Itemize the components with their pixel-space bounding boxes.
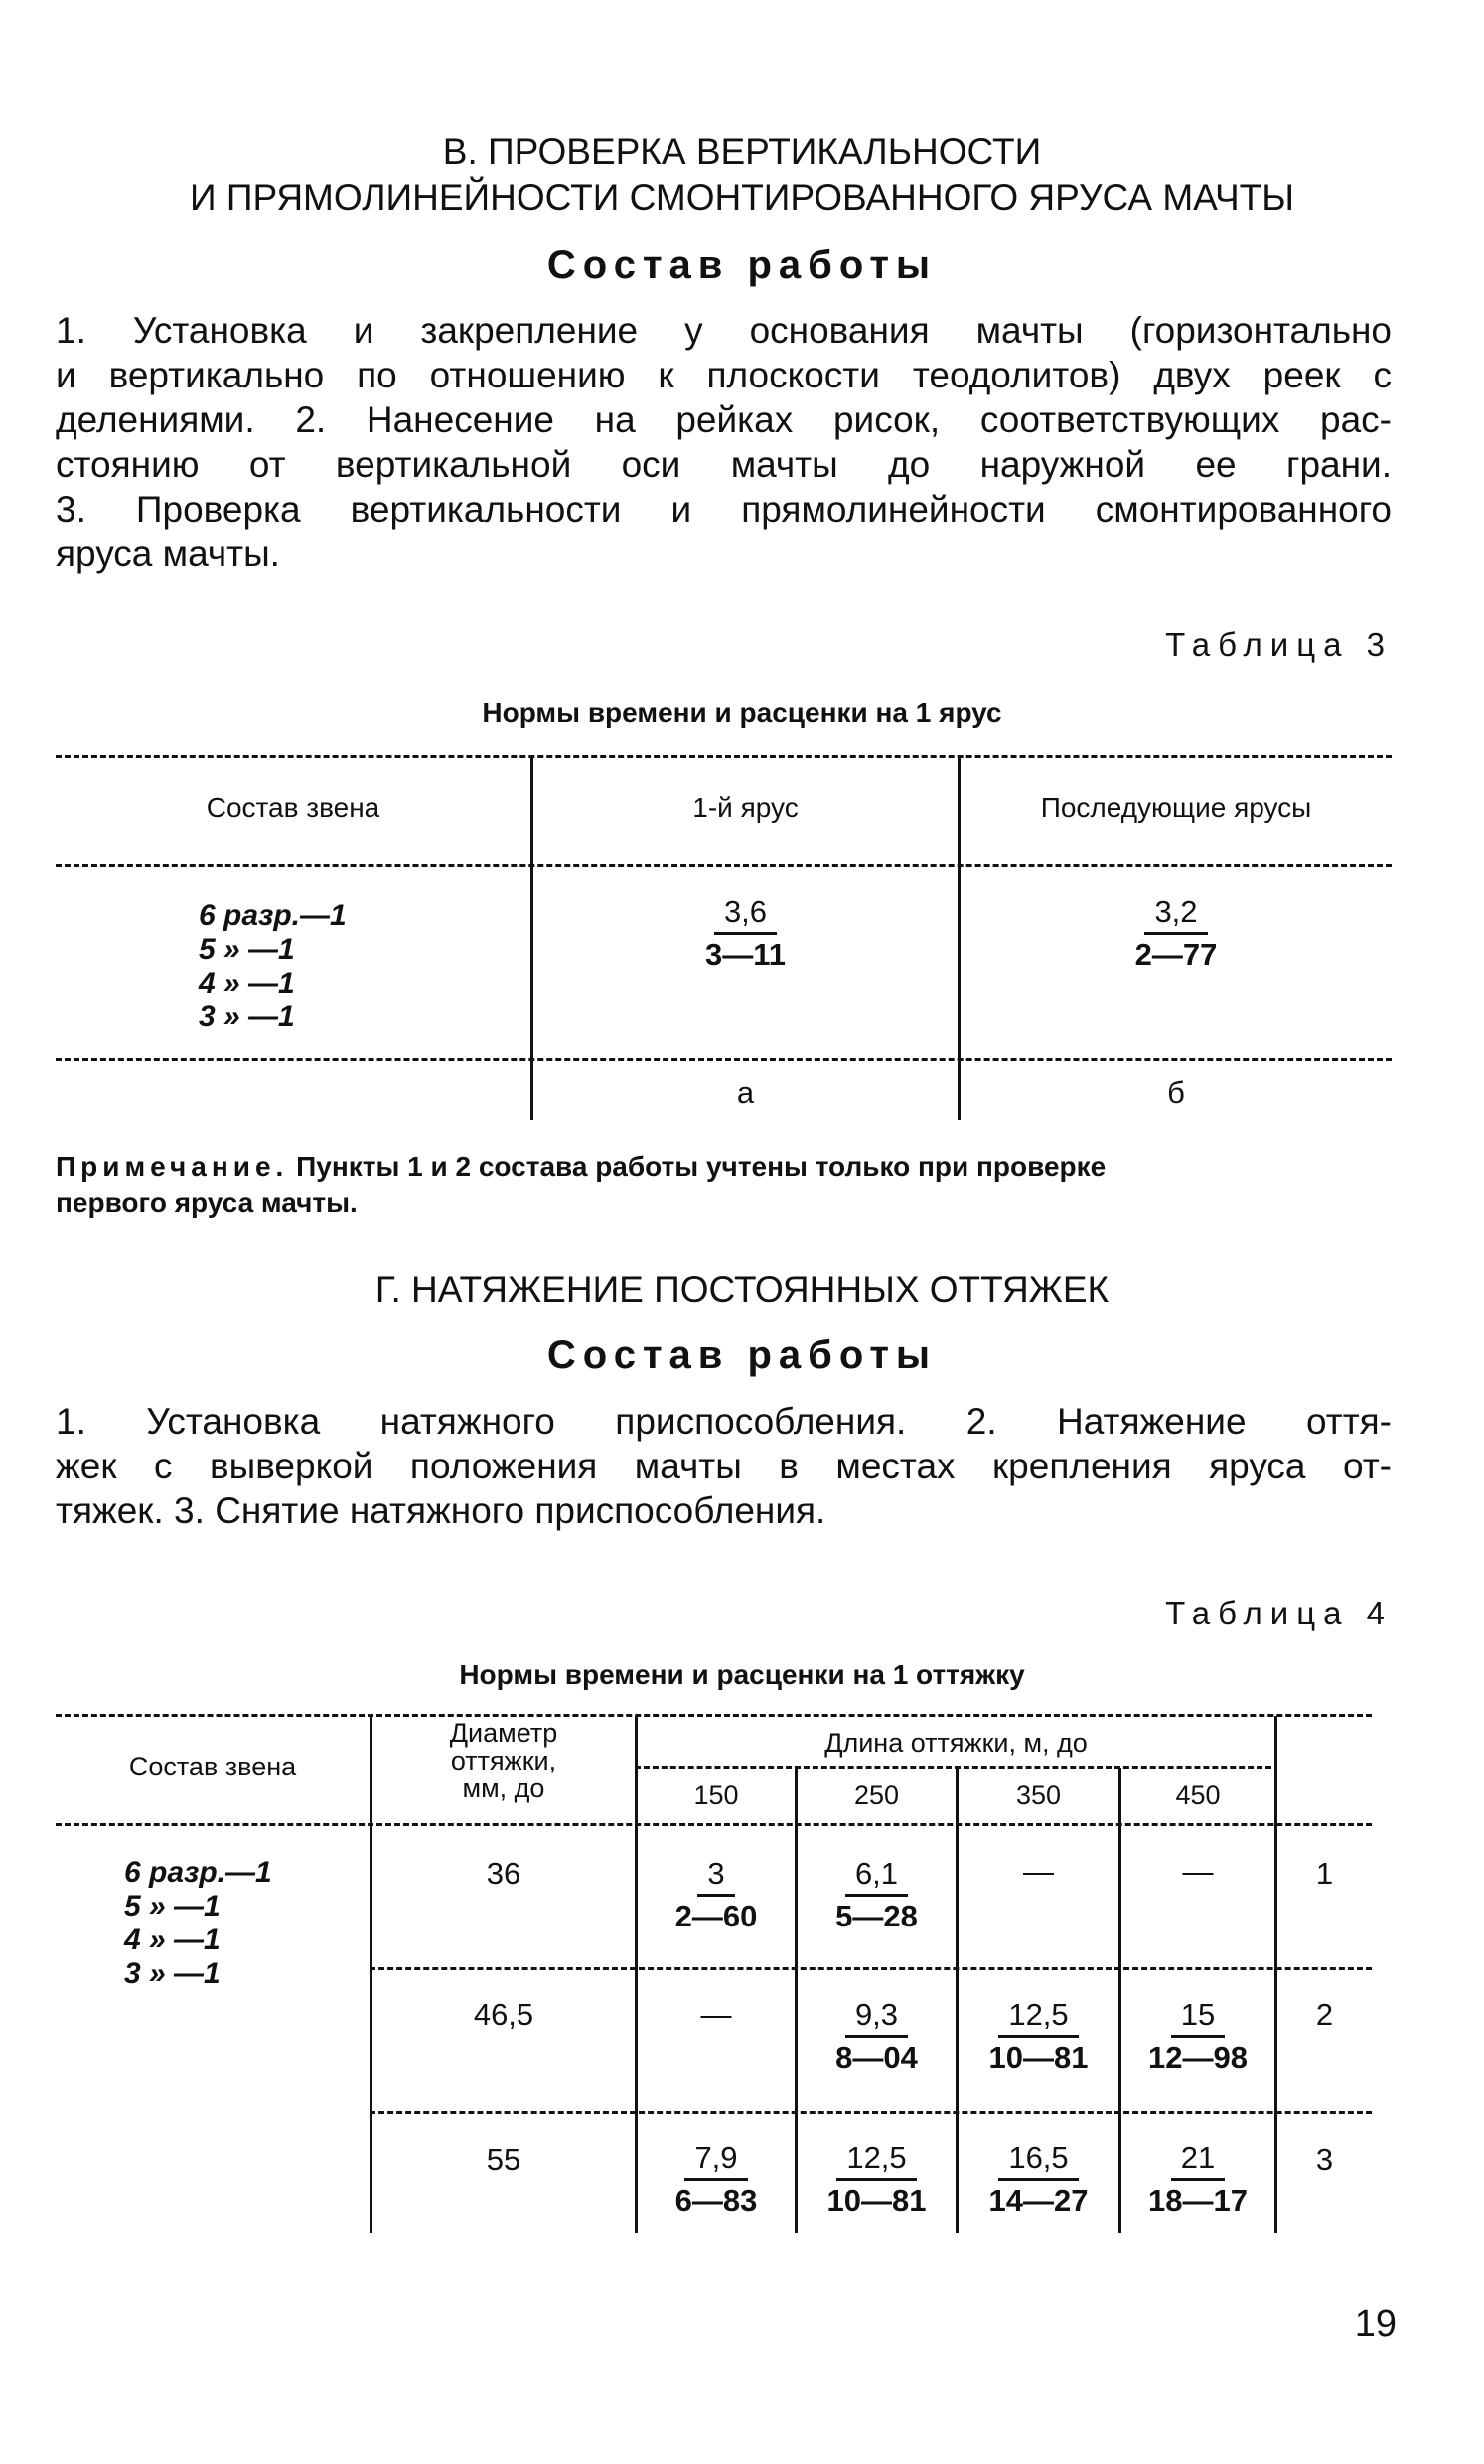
table4-row3-cell-150 — [638, 2138, 795, 2221]
table3-cell-first-tier — [533, 892, 958, 975]
table3-header-rule — [56, 864, 1392, 867]
paragraph-line: и вертикально по отношению к плоскости теодолитов) двух реек с — [56, 355, 1392, 395]
crew-line: 6 разр.—1 — [199, 899, 347, 932]
crew-line: 3 » —1 — [199, 1001, 295, 1033]
paragraph-line: делениями. 2. Нанесение на рейках рисок, соответствующих рас- — [56, 399, 1392, 440]
rate-value: 6—83 — [674, 2183, 758, 2218]
paragraph-line: стоянию от вертикальной оси мачты до наружной ее грани. — [56, 444, 1392, 485]
table4-row-rule — [370, 2111, 1372, 2114]
norm-value: 9,3 — [845, 1995, 908, 2038]
norm-value: 12,5 — [998, 1995, 1078, 2038]
table3-cell-next-tiers — [961, 892, 1392, 975]
rate-value: 3—11 — [704, 937, 786, 972]
table4-row2-cell-250 — [798, 1995, 956, 2078]
table4-crew-list — [124, 1856, 272, 1991]
norm-value: 3 — [697, 1854, 734, 1897]
rate-value: 2—60 — [674, 1899, 758, 1933]
table4-label: Таблица 4 — [1165, 1595, 1393, 1631]
table4-length-250: 250 — [853, 1780, 900, 1810]
table4-row1-cell-350: — — [1023, 1854, 1054, 1889]
note-prefix: Примечание. — [56, 1152, 289, 1182]
note-line2: первого яруса мачты. — [56, 1187, 358, 1218]
norm-value: 3,6 — [714, 892, 777, 935]
table4-row2-cell-450 — [1121, 1995, 1274, 2078]
table4-row1-number: 1 — [1315, 1856, 1334, 1891]
paragraph-line: яруса мачты. — [56, 534, 280, 574]
table4-row2-number: 2 — [1315, 1997, 1334, 2032]
section-v-sostav-heading: Состав работы — [546, 243, 938, 287]
crew-line: 6 разр.—1 — [124, 1856, 272, 1889]
table4-title: Нормы времени и расценки на 1 оттяжку — [459, 1659, 1025, 1690]
table4-row3-cell-250 — [798, 2138, 956, 2221]
rate-value: 10—81 — [988, 2040, 1089, 2075]
header-line: Диаметр — [449, 1718, 558, 1748]
rate-value: 18—17 — [1148, 2183, 1248, 2218]
norm-value: 16,5 — [998, 2138, 1078, 2181]
norm-value: 21 — [1171, 2138, 1225, 2181]
table4-length-rule — [635, 1766, 1271, 1769]
table3-header-next-tiers: Последующие ярусы — [1040, 792, 1312, 823]
crew-line: 4 » —1 — [199, 967, 295, 1000]
page-number: 19 — [1354, 2303, 1397, 2345]
table3-title: Нормы времени и расценки на 1 ярус — [482, 697, 1002, 728]
table3-header-crew: Состав звена — [206, 792, 380, 823]
paragraph-line: жек с выверкой положения мачты в местах крепления яруса от- — [56, 1446, 1392, 1486]
table4-header-diameter — [372, 1719, 635, 1802]
table3-bottom-rule — [56, 1058, 1392, 1061]
paragraph-line: тяжек. 3. Снятие натяжного приспособления. — [56, 1490, 826, 1531]
rate-value: 5—28 — [835, 1899, 918, 1933]
crew-line: 5 » —1 — [124, 1890, 221, 1923]
table3-column-letter-b: б — [1167, 1075, 1185, 1110]
rate-value: 14—27 — [988, 2183, 1089, 2218]
table4-row2-diameter: 46,5 — [473, 1997, 534, 2032]
crew-line: 5 » —1 — [199, 933, 295, 966]
norm-value: 15 — [1171, 1995, 1225, 2038]
crew-line: 3 » —1 — [124, 1957, 221, 1990]
header-line: мм, до — [462, 1773, 545, 1803]
table4-row2-cell-350 — [959, 1995, 1118, 2078]
rate-value: 2—77 — [1134, 937, 1218, 972]
section-v-title-line2: И ПРЯМОЛИНЕЙНОСТИ СМОНТИРОВАННОГО ЯРУСА МАЧТЫ — [190, 177, 1294, 218]
section-g-title: Г. НАТЯЖЕНИЕ ПОСТОЯННЫХ ОТТЯЖЕК — [374, 1269, 1110, 1309]
paragraph-line: 3. Проверка вертикальности и прямолинейности смонтированного — [56, 489, 1392, 530]
table3-label: Таблица 3 — [1165, 626, 1393, 663]
norm-value: 7,9 — [684, 2138, 747, 2181]
norm-value: 6,1 — [845, 1854, 908, 1897]
header-line: оттяжки, — [450, 1746, 557, 1775]
table4-top-rule — [56, 1714, 1372, 1717]
paragraph-line: 1. Установка натяжного приспособления. 2. Натяжение оття- — [56, 1401, 1392, 1442]
table3-header-first-tier: 1-й ярус — [692, 792, 799, 823]
table4-row1-cell-450: — — [1182, 1854, 1214, 1889]
section-g-paragraph — [56, 1399, 1392, 1533]
table3-top-rule — [56, 755, 1392, 758]
table3-column-letter-a: а — [736, 1075, 755, 1110]
table4-header-crew: Состав звена — [128, 1752, 297, 1781]
norm-value: 12,5 — [836, 2138, 916, 2181]
table4-length-150: 150 — [693, 1780, 739, 1810]
table3-note — [56, 1150, 1392, 1221]
table3-crew-list — [199, 899, 347, 1034]
table4-row-rule — [370, 1967, 1372, 1970]
table4-row1-cell-250 — [798, 1854, 956, 1936]
table4-row3-number: 3 — [1315, 2142, 1334, 2177]
table4-row1-cell-150 — [638, 1854, 795, 1936]
table4-row3-diameter: 55 — [486, 2142, 521, 2177]
rate-value: 8—04 — [835, 2040, 918, 2075]
table4-row3-cell-350 — [959, 2138, 1118, 2221]
paragraph-line: 1. Установка и закрепление у основания мачты (горизонтально — [56, 310, 1392, 351]
note-line1: Пункты 1 и 2 состава работы учтены только при проверке — [288, 1152, 1107, 1182]
rate-value: 10—81 — [826, 2183, 927, 2218]
crew-line: 4 » —1 — [124, 1924, 221, 1956]
table4-length-450: 450 — [1175, 1780, 1221, 1810]
norm-value: 3,2 — [1144, 892, 1207, 935]
table4-header-rule — [56, 1823, 1372, 1826]
table4-header-length: Длина оттяжки, м, до — [824, 1728, 1088, 1758]
table4-row3-cell-450 — [1121, 2138, 1274, 2221]
rate-value: 12—98 — [1148, 2040, 1248, 2075]
section-g-sostav-heading: Состав работы — [546, 1333, 938, 1377]
table4-row1-diameter: 36 — [486, 1856, 521, 1891]
table4-length-350: 350 — [1015, 1780, 1062, 1810]
table4-row2-cell-150: — — [700, 1997, 732, 2032]
section-v-paragraph — [56, 308, 1392, 576]
section-v-title-line1: В. ПРОВЕРКА ВЕРТИКАЛЬНОСТИ — [442, 131, 1042, 172]
